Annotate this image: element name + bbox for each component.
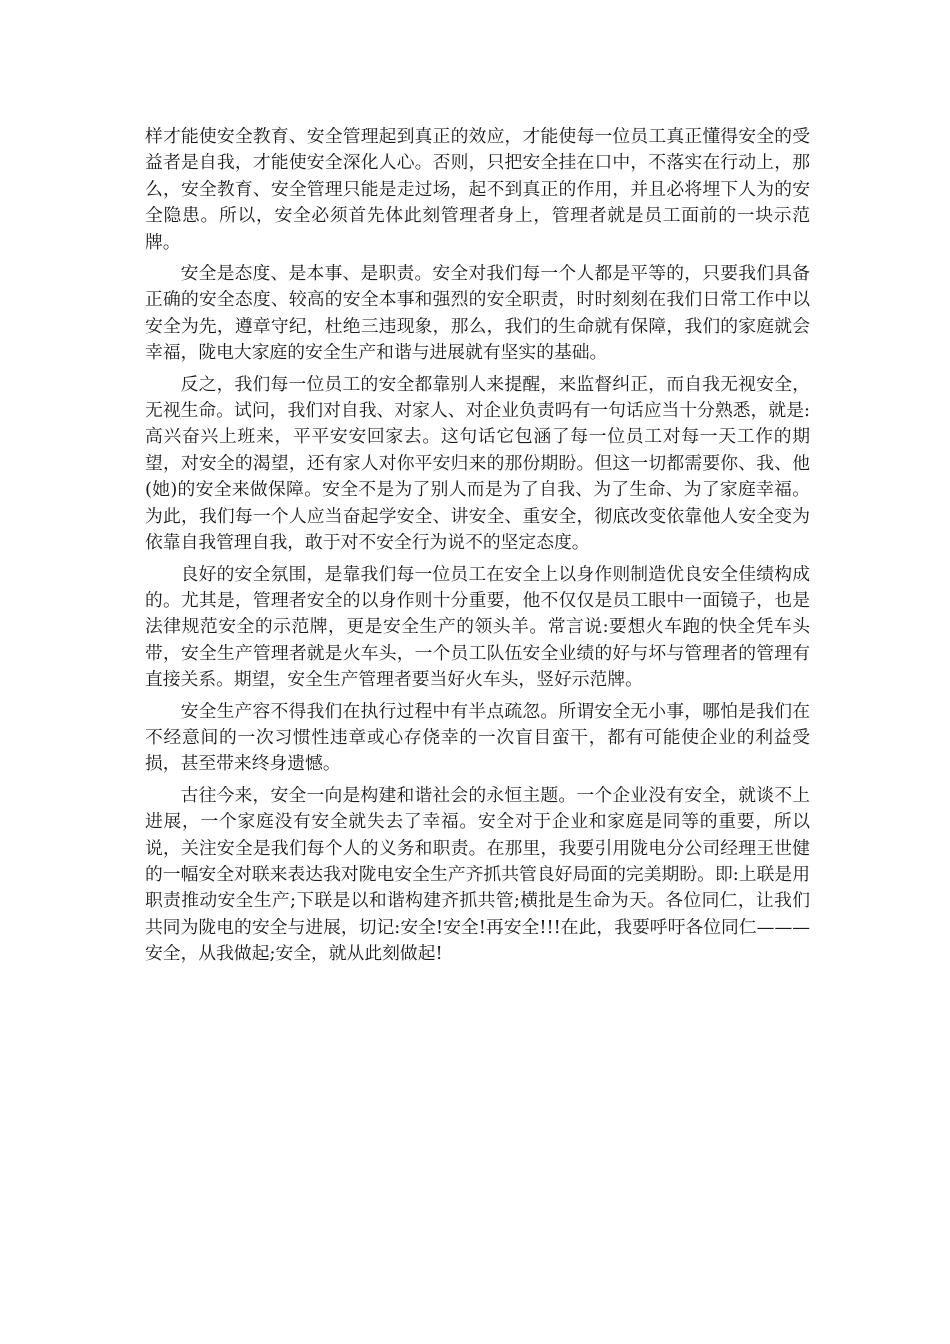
paragraph-3: 反之，我们每一位员工的安全都靠别人来提醒，来监督纠正，而自我无视安全，无视生命。试问，我们对自我、对家人、对企业负责吗有一句话应当十分熟悉，就是:高兴奋兴上班来，平平安安回家去。这句话它包涵了每一位员工对每一天工作的期望，对安全的渴望，还有家人对你平安归来的那份期盼。但这一切都需要你、我、他(她)的安全来做保障。安全不是为了别人而是为了自我、为了生命、为了家庭幸福。为此，我们每一个人应当奋起学安全、讲安全、重安全，彻底改变依靠他人安全变为依靠自我管理自我，敢于对不安全行为说不的坚定态度。 [145, 373, 810, 554]
paragraph-5: 安全生产容不得我们在执行过程中有半点疏忽。所谓安全无小事，哪怕是我们在不经意间的一次习惯性违章或心存侥幸的一次盲目蛮干，都有可能使企业的利益受损，甚至带来终身遗憾。 [145, 700, 810, 775]
paragraph-1: 样才能使安全教育、安全管理起到真正的效应，才能使每一位员工真正懂得安全的受益者是自我，才能使安全深化人心。否则，只把安全挂在口中，不落实在行动上，那么，安全教育、安全管理只能是走过场，起不到真正的作用，并且必将埋下人为的安全隐患。所以，安全必须首先体此刻管理者身上，管理者就是员工面前的一块示范牌。 [145, 126, 810, 253]
paragraph-2: 安全是态度、是本事、是职责。安全对我们每一个人都是平等的，只要我们具备正确的安全态度、较高的安全本事和强烈的安全职责，时时刻刻在我们日常工作中以安全为先，遵章守纪，杜绝三违现象，那么，我们的生命就有保障，我们的家庭就会幸福，陇电大家庭的安全生产和谐与进展就有坚实的基础。 [145, 263, 810, 364]
paragraph-6: 古往今来，安全一向是构建和谐社会的永恒主题。一个企业没有安全，就谈不上进展，一个家庭没有安全就失去了幸福。安全对于企业和家庭是同等的重要，所以说，关注安全是我们每个人的义务和职责。在那里，我要引用陇电分公司经理王世健的一幅安全对联来表达我对陇电安全生产齐抓共管良好局面的完美期盼。即:上联是用职责推动安全生产;下联是以和谐构建齐抓共管;横批是生命为天。各位同仁，让我们共同为陇电的安全与进展，切记:安全!安全!再安全!!!在此，我要呼吁各位同仁———安全，从我做起;安全，就从此刻做起! [145, 784, 810, 965]
paragraph-4: 良好的安全氛围，是靠我们每一位员工在安全上以身作则制造优良安全佳绩构成的。尤其是，管理者安全的以身作则十分重要，他不仅仅是员工眼中一面镜子，也是法律规范安全的示范牌，更是安全生产的领头羊。常言说:要想火车跑的快全凭车头带，安全生产管理者就是火车头，一个员工队伍安全业绩的好与坏与管理者的管理有直接关系。期望，安全生产管理者要当好火车头，竖好示范牌。 [145, 563, 810, 691]
document-body [145, 124, 810, 973]
